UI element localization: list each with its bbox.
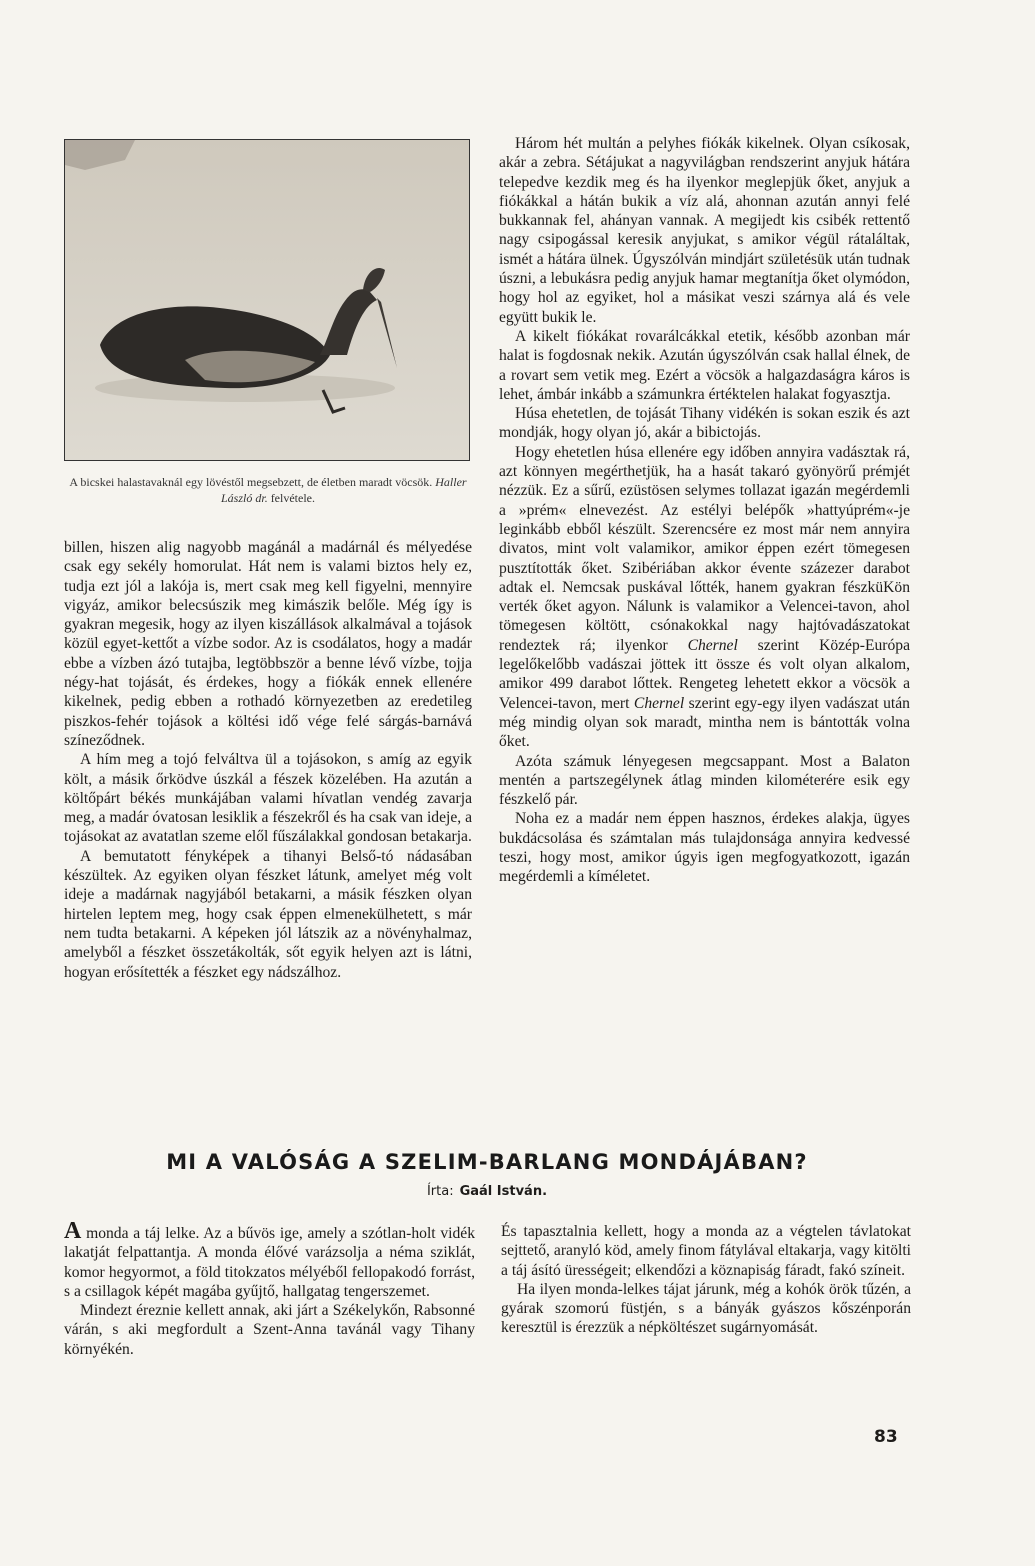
grebe-photo: [64, 139, 470, 461]
paragraph: Azóta számuk lényegesen megcsappant. Most a Balaton mentén a partszegélynek átlag minden kilométerére esik egy fészkelő pár.: [499, 752, 910, 809]
text-run: szerint egy-egy ilyen vadászat után még mindig olyan sok maradt, mintha nem is bántották volna őket.: [499, 694, 910, 751]
photo-caption: [64, 474, 472, 506]
right-column-top: [499, 134, 910, 887]
author-name: Chernel: [633, 694, 685, 712]
paragraph: És tapasztalnia kellett, hogy a monda az a végtelen távlatokat sejttető, aranyló köd, amely finom fátylával eltakarja, vagy kitölti a táj ásító ürességeit; elkendőzi a köznapiság fáradt, fakó színeit.: [501, 1223, 911, 1279]
text-run: szerint Közép-Európa legelőkelőbb vadászai jöttek itt össze és volt olyan alkalom, amikor 499 darabot lőttek. Rengeteg lehetett ekkor a vöcsök a Velencei-tavon, mert: [499, 636, 910, 712]
paragraph: A hím meg a tojó felváltva ül a tojásokon, s amíg az egyik költ, a másik őrködve úszkál a fészek közelében. Ha azután a költőpárt békés munkájában valami hívatlan vendég zavarja meg, a madár óvatosan lesiklik a fészekről és ha csak van ideje, a tojásokat az avatatlan szeme elől fűszálakkal gondosan betakarja.: [64, 751, 472, 846]
text-run: Hogy ehetetlen húsa ellenére egy időben annyira vadásztak rá, azt könnyen megérthetjük, ha a hasát takaró gyönyörű prémjét nézzük. Ez a sűrű, ezüstösen selymes tollazat igazán megérdemli a »prém« elnevezést. Az estélyi belépők »hattyúprém«-je leginkább ebből készült. Szerencsére ez most már nem annyira divatos, mint volt valamikor, amikor éppen ezért tömegesen pusztították őket. Szibériában akkor évente százezer darabot adtak el. Nemcsak puskával lőtték, hanem gyakran fészküKön verték őket agyon. Nálunk is valamikor a Velencei-tavon, ahol tömegesen költött, csónakokkal nagy hajtóvadászatokat rendeztek rá; ilyenkor: [499, 443, 910, 654]
paragraph: Húsa ehetetlen, de tojását Tihany vidékén is sokan eszik és azt mondják, hogy olyan jó, akár a bibictojás.: [499, 405, 910, 442]
paragraph: A bemutatott fényképek a tihanyi Belső-tó nádasában készültek. Az egyiken olyan fészket látunk, amelyet még volt ideje a madárnak nagyjából betakarni, a másik fészken olyan hirtelen leptem meg, hogy csak éppen elmenekülhetett, s már nem tudta betakarni. A képeken jól látszik az a növényhalmaz, amelyből a fészket összetákolták, sőt egyik helyen azt is látni, hogyan erősítették a fészket egy nádszálhoz.: [64, 847, 472, 981]
paragraph: Három hét multán a pelyhes fiókák kikelnek. Olyan csíkosak, akár a zebra. Sétájukat a nagyvilágban rendszerint anyjuk hátára telepedve kezdik meg és ha ilyenkor meglepjük őket, anyjuk a fiókákkal a hátán bukik a víz alá, ahonnan azután annyi felé bukkannak fel, ahányan vannak. A megijedt kis csibék rettentő nagy csipogással keresik anyjukat, s amikor végül rátaláltak, ismét a hátára ülnek. Úgyszólván mindjárt születésük után tudnak úszni, a lebukásra pedig anyjuk hamar megtanítja őket olymódon, hogy hol az egyiket, hol a másikat veszi szárnya alá és vele együtt bukik le.: [499, 135, 910, 326]
paragraph: [499, 443, 910, 752]
page-number: 83: [874, 1427, 898, 1447]
right-column-bottom: [501, 1222, 911, 1338]
paragraph: [64, 1218, 475, 1301]
drop-cap: A: [64, 1218, 82, 1244]
byline: [64, 1184, 910, 1199]
left-column-top: [64, 538, 472, 982]
caption-end: felvétele.: [267, 491, 315, 505]
paragraph: billen, hiszen alig nagyobb magánál a madárnál és mélyedése csak egy sekély homorulat. Hát nem is valami biztos hely ez, tudja ezt jól a lakója is, mert csak meg kell figyelni, mennyire vigyáz, amikor belecsúszik meg kimászik belőle. Még így is gyakran megesik, hogy az ilyen kiszállások alkalmával a tojások közül egyet-kettőt a vízbe sodor. Az is csodálatos, hogy a madár ebbe a vízben ázó tutajba, legtöbbször a benne lévő vízbe, tojja négy-hat tojását, és érdekes, hogy a fiókák ennek ellenére kikelnek, pedig ebben a rothadó környezetben az eredetileg piszkos-fehér tojások a költési idő vége felé sárgás-barnává színeződnek.: [64, 539, 472, 749]
article-title: MI A VALÓSÁG A SZELIM-BARLANG MONDÁJÁBAN?: [166, 1150, 808, 1174]
grebe-illustration: [65, 140, 470, 461]
paragraph: A kikelt fiókákat rovarálcákkal etetik, később azonban már halat is fogdosnak nekik. Azután úgyszólván csak hallal élnek, de a rovart sem vetik meg. Ezért a vöcsök a halgazdaságra káros is lehet, ámbár inkább a számunkra értéktelen halakat fogyasztja.: [499, 327, 910, 403]
left-column-bottom: [64, 1218, 475, 1359]
author-name: Chernel: [687, 636, 738, 654]
byline-label: Írta:: [426, 1184, 454, 1199]
text-run: monda a táj lelke. Az a bűvös ige, amely a szótlan-holt vidék lakatját felpattantja. A monda élővé varázsolja a néma sziklát, komor hegyormot, a föld titokzatos mélyéből fellopakodó forrást, s a csillagok képét magába gyűjtő, hallgatag tengerszemet.: [64, 1225, 475, 1300]
paragraph: Noha ez a madár nem éppen hasznos, érdekes alakja, ügyes bukdácsolása és számtalan más tulajdonsága annyira kedvessé teszi, hogy most, amikor úgyis igen megfogyatkozott, igazán megérdemli a kíméletet.: [499, 810, 910, 886]
byline-author: Gaál István.: [459, 1184, 548, 1199]
caption-credit: Haller László dr.: [221, 475, 467, 505]
caption-text: A bicskei halastavaknál egy lövéstől megsebzett, de életben maradt vöcsök.: [69, 475, 436, 489]
paragraph: Mindezt éreznie kellett annak, aki járt a Székelykőn, Rabsonné várán, s aki megfordult a Szent-Anna tavánál vagy Tihany környékén.: [64, 1302, 475, 1358]
paragraph: Ha ilyen monda-lelkes tájat járunk, még a kohók örök tűzén, a gyárak szomorú füstjén, s a bányák gyászos kőszénporán keresztül is érezzük a népköltészet sugárnyomását.: [501, 1280, 911, 1337]
